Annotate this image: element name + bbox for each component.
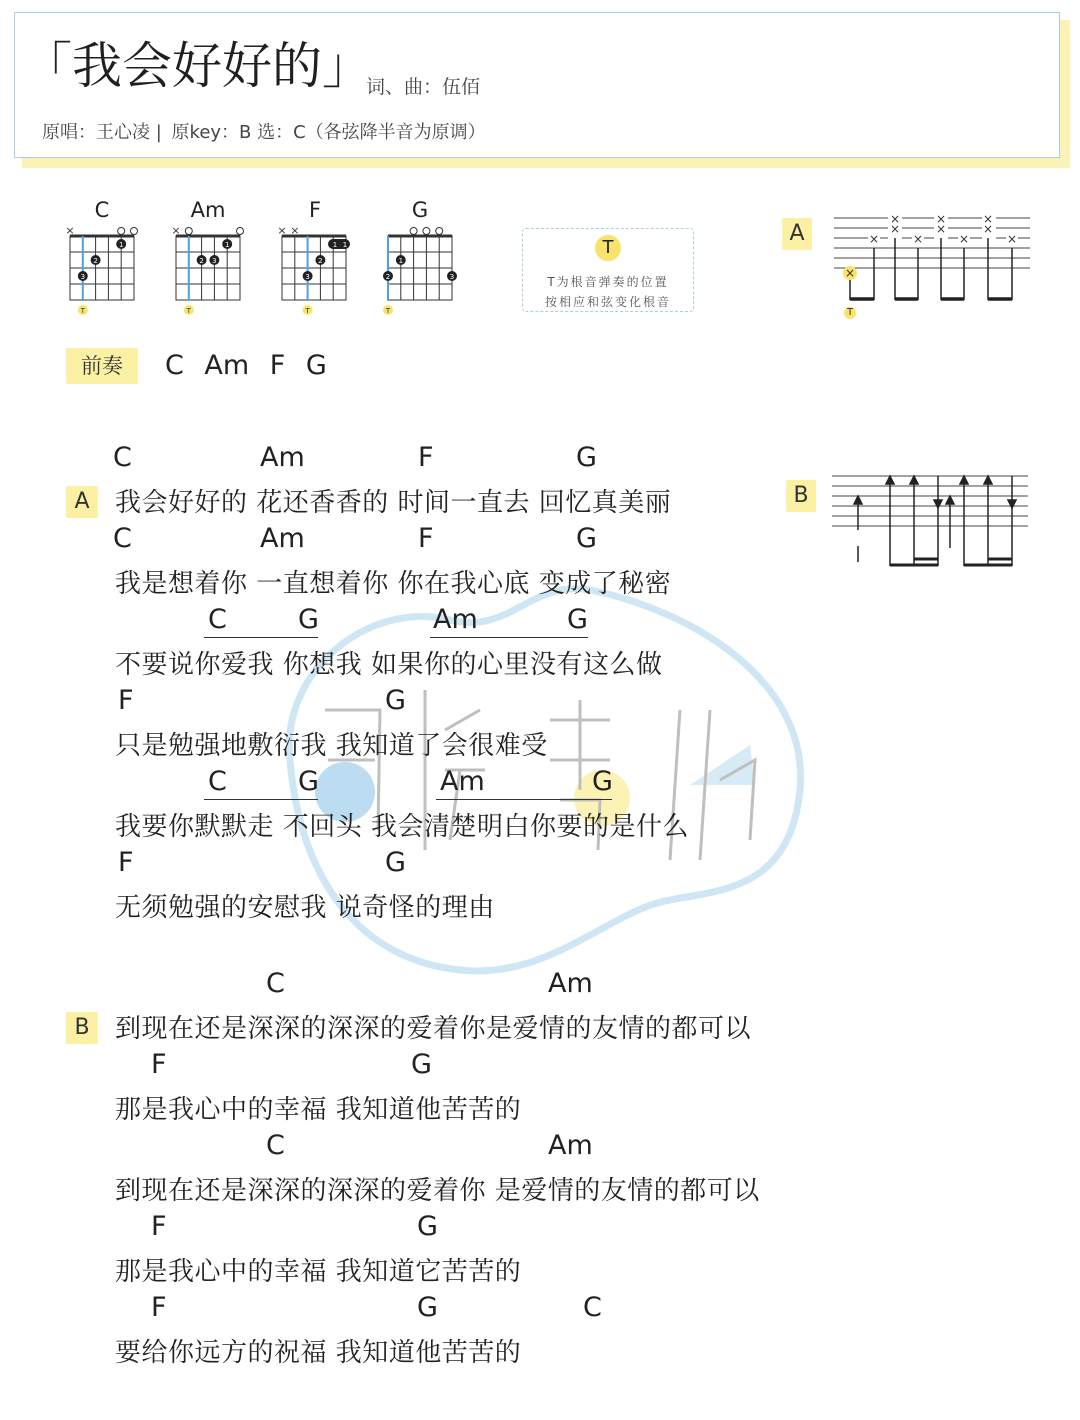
chord-chart-c [65, 224, 137, 315]
svg-text:×: × [958, 232, 970, 246]
svg-text:×: × [868, 232, 880, 246]
pattern-b-diagram [830, 470, 1030, 570]
svg-text:×: × [889, 222, 901, 236]
svg-text:2: 2 [199, 257, 204, 265]
lyric-line: 无须勉强的安慰我 说奇怪的理由 [115, 893, 495, 923]
section-a-label: A [66, 486, 98, 518]
chord-symbol: G [411, 1049, 432, 1080]
svg-text:×: × [65, 224, 75, 237]
svg-text:1: 1 [398, 257, 404, 265]
chord-symbol: Am [548, 1130, 593, 1161]
lyric-line: 只是勉强地敷衍我 我知道了会很难受 [115, 731, 548, 761]
pattern-a-diagram [832, 212, 1032, 322]
lyric-line: 要给你远方的祝福 我知道他苦苦的 [115, 1338, 522, 1368]
svg-text:×: × [1006, 232, 1018, 246]
lyric-line: 到现在还是深深的深深的爱着你是爱情的友情的都可以 [115, 1014, 752, 1044]
intro-chords: C Am F G [165, 350, 327, 381]
chord-symbol: G [417, 1292, 438, 1323]
chord-symbol: F [118, 685, 134, 716]
lyric-line: 不要说你爱我 你想我 如果你的心里没有这么做 [115, 650, 663, 680]
svg-text:×: × [982, 222, 994, 236]
original-singer: 原唱：王心凌 | [42, 122, 162, 143]
key-info: 原key：B 选：C（各弦降半音为原调） [171, 122, 486, 143]
pattern-a-root: T [846, 307, 854, 318]
chord-symbol: G [567, 604, 588, 635]
svg-text:T: T [305, 307, 310, 315]
lyric-line: 我要你默默走 不回头 我会清楚明白你要的是什么 [115, 812, 690, 842]
svg-text:1: 1 [332, 241, 338, 249]
chord-symbol: Am [548, 968, 593, 999]
chord-symbol: Am [433, 604, 478, 635]
chord-symbol: C [113, 442, 132, 473]
svg-text:×: × [171, 224, 181, 237]
chord-underline [204, 799, 318, 800]
chord-symbol: G [592, 766, 613, 797]
lyric-line: 那是我心中的幸福 我知道他苦苦的 [115, 1095, 522, 1125]
chord-underline [430, 637, 588, 638]
song-title: 「我会好好的」 [22, 37, 372, 95]
svg-text:T: T [385, 307, 391, 315]
chord-symbol: G [576, 523, 597, 554]
svg-text:×: × [290, 224, 300, 237]
chord-symbol: C [113, 523, 132, 554]
svg-text:3: 3 [212, 257, 217, 265]
chord-symbol: F [151, 1292, 167, 1323]
svg-text:3: 3 [449, 273, 455, 281]
lyric-line: 我是想着你 一直想着你 你在我心底 变成了秘密 [115, 569, 672, 599]
svg-text:2: 2 [385, 273, 391, 281]
section-b-label: B [66, 1012, 98, 1044]
root-note-legend [522, 228, 694, 312]
svg-text:1: 1 [342, 241, 348, 249]
chord-chart-g-name: G [411, 198, 429, 222]
svg-text:T: T [80, 307, 85, 315]
chord-symbol: G [385, 685, 406, 716]
chord-symbol: G [298, 766, 319, 797]
chord-charts-diagram [60, 224, 480, 320]
chord-symbol: G [298, 604, 319, 635]
svg-text:1: 1 [224, 241, 230, 249]
svg-text:3: 3 [305, 273, 310, 281]
lyric-line: 那是我心中的幸福 我知道它苦苦的 [115, 1257, 522, 1287]
chord-chart-f [277, 224, 350, 315]
chord-chart-am-name: Am [190, 198, 226, 222]
svg-text:×: × [935, 212, 947, 226]
chord-chart-am [171, 224, 243, 315]
chord-symbol: F [418, 442, 434, 473]
chord-symbol: Am [260, 523, 305, 554]
root-badge: T [595, 235, 621, 261]
svg-text:T: T [186, 307, 191, 315]
svg-text:×: × [277, 224, 287, 237]
chord-underline [436, 799, 612, 800]
svg-text:×: × [982, 212, 994, 226]
lyric-line: 我会好好的 花还香香的 时间一直去 回忆真美丽 [115, 488, 672, 518]
chord-chart-g [383, 228, 457, 316]
chord-chart-f-name: F [308, 198, 322, 222]
pattern-a-label: A [782, 218, 812, 250]
lyric-line: 到现在还是深深的深深的爱着你 是爱情的友情的都可以 [115, 1176, 760, 1206]
chord-symbol: G [385, 847, 406, 878]
svg-text:2: 2 [318, 257, 323, 265]
chord-symbol: F [118, 847, 134, 878]
chord-symbol: C [266, 968, 285, 999]
song-credits: 词、曲：伍佰 [366, 76, 481, 98]
chord-symbol: Am [440, 766, 485, 797]
chord-symbol: F [151, 1049, 167, 1080]
svg-text:1: 1 [118, 241, 124, 249]
chord-symbol: F [151, 1211, 167, 1242]
chord-symbol: Am [260, 442, 305, 473]
root-note-line-2: 按相应和弦变化根音 [544, 295, 671, 309]
chord-symbol: C [583, 1292, 602, 1323]
svg-text:2: 2 [93, 257, 98, 265]
root-note-line-1: T为根音弹奏的位置 [547, 275, 669, 289]
chord-symbol: G [417, 1211, 438, 1242]
chord-symbol: C [208, 604, 227, 635]
pattern-b-label: B [786, 480, 816, 512]
svg-text:×: × [844, 266, 856, 280]
svg-text:×: × [889, 212, 901, 226]
svg-text:×: × [912, 232, 924, 246]
chord-chart-c-name: C [94, 198, 110, 222]
chord-symbol: C [266, 1130, 285, 1161]
chord-symbol: F [418, 523, 434, 554]
chord-symbol: G [576, 442, 597, 473]
svg-text:3: 3 [80, 273, 86, 281]
svg-text:×: × [935, 222, 947, 236]
chord-symbol: C [208, 766, 227, 797]
watermark-logo [250, 560, 830, 990]
chord-underline [204, 637, 318, 638]
intro-label: 前奏 [66, 348, 138, 384]
song-info [42, 118, 490, 144]
